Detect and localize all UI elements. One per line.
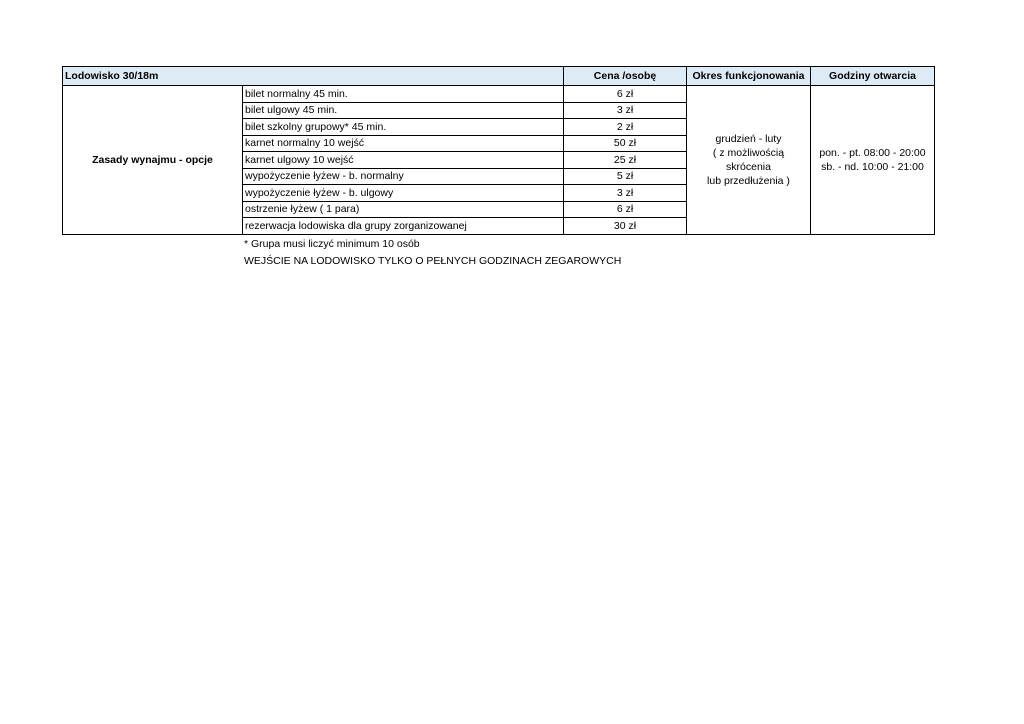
option-label: bilet ulgowy 45 min. xyxy=(243,102,564,119)
header-price: Cena /osobę xyxy=(564,67,687,86)
option-label: karnet normalny 10 wejść xyxy=(243,135,564,152)
option-price: 5 zł xyxy=(564,168,687,185)
option-label: rezerwacja lodowiska dla grupy zorganizowanej xyxy=(243,218,564,235)
option-label: wypożyczenie łyżew - b. normalny xyxy=(243,168,564,185)
entry-rule-note: WEJŚCIE NA LODOWISKO TYLKO O PEŁNYCH GODZINACH ZEGAROWYCH xyxy=(244,254,622,267)
option-price: 50 zł xyxy=(564,135,687,152)
option-label: wypożyczenie łyżew - b. ulgowy xyxy=(243,185,564,202)
option-price: 3 zł xyxy=(564,102,687,119)
table-header-row xyxy=(63,67,935,86)
season-line: ( z możliwością skrócenia xyxy=(712,146,785,173)
option-price: 6 zł xyxy=(564,201,687,218)
header-facility: Lodowisko 30/18m xyxy=(63,67,564,86)
hours-line: sb. - nd. 10:00 - 21:00 xyxy=(821,160,924,173)
option-price: 2 zł xyxy=(564,119,687,136)
group-size-note: * Grupa musi liczyć minimum 10 osób xyxy=(244,238,420,250)
header-season: Okres funkcjonowania xyxy=(687,67,811,86)
season-line: lub przedłużenia ) xyxy=(707,174,790,187)
hours-line: pon. - pt. 08:00 - 20:00 xyxy=(819,146,926,159)
header-hours: Godziny otwarcia xyxy=(811,67,935,86)
option-label: karnet ulgowy 10 wejść xyxy=(243,152,564,169)
table-row xyxy=(63,86,935,103)
season-line: grudzień - luty xyxy=(715,132,782,145)
hours-cell xyxy=(811,86,935,235)
group-label: Zasady wynajmu - opcje xyxy=(63,86,243,235)
option-price: 3 zł xyxy=(564,185,687,202)
notes xyxy=(244,236,621,269)
option-label: bilet normalny 45 min. xyxy=(243,86,564,103)
option-label: bilet szkolny grupowy* 45 min. xyxy=(243,119,564,136)
option-label: ostrzenie łyżew ( 1 para) xyxy=(243,201,564,218)
season-cell xyxy=(687,86,811,235)
price-table xyxy=(62,66,935,235)
option-price: 6 zł xyxy=(564,86,687,103)
option-price: 25 zł xyxy=(564,152,687,169)
option-price: 30 zł xyxy=(564,218,687,235)
